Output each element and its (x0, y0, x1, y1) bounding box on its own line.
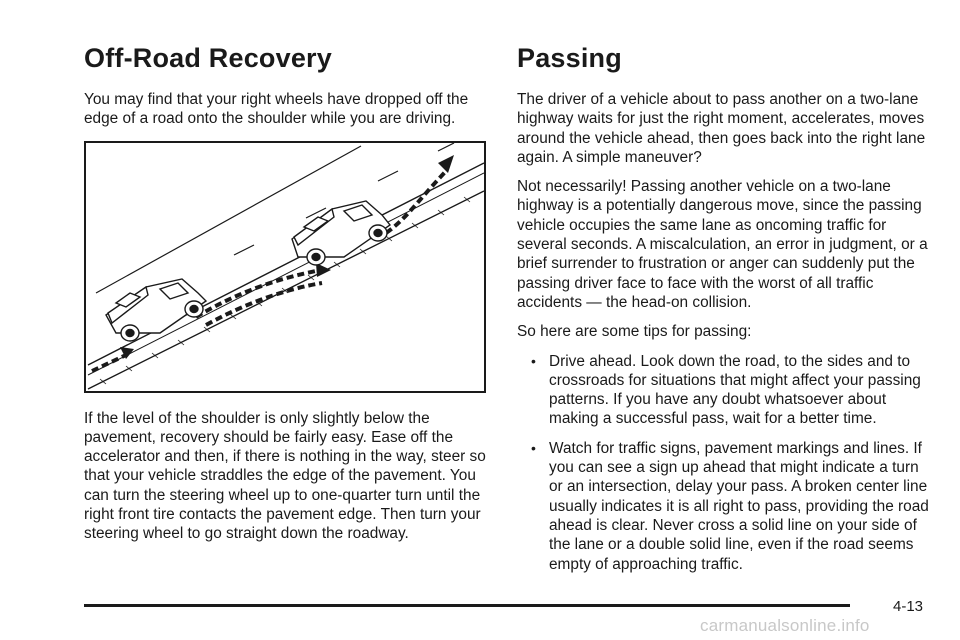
tip-text: Drive ahead. Look down the road, to the sides and to crossroads for situations that might affect your passing patterns. If you have any doubt whatsoever about making a successful pass, wait for a better time. (549, 352, 921, 428)
passing-tips-list (517, 352, 931, 574)
list-item (531, 439, 931, 574)
off-road-recovery-heading: Off-Road Recovery (84, 43, 332, 73)
road-center-dashes (161, 143, 454, 291)
off-road-body: If the level of the shoulder is only slightly below the pavement, recovery should be fairly easy. Ease off the accelerator and then, if there is nothing in the way, steer so that your vehicle straddles the edge of the pavement. You can turn the steering wheel up to one-quarter turn until the right front tire contacts the pavement edge. Then turn your steering wheel to go straight down the roadway. (84, 409, 486, 543)
watermark: carmanualsonline.info (700, 616, 870, 635)
bullet-icon: • (531, 352, 536, 369)
passing-paragraph-1: The driver of a vehicle about to pass another on a two-lane highway waits for just the right moment, accelerates, moves around the vehicle ahead, then goes back into the right lane again. A simple maneuver? (517, 91, 926, 166)
tip-text: Watch for traffic signs, pavement markings and lines. If you can see a sign up ahead that might indicate a turn or an intersection, delay your pass. A broken center line usually indicates it is all right to pass, providing the road ahead is clear. Never cross a solid line on your side of the lane or a double solid line, even if the road seems empty of approaching traffic. (549, 439, 929, 573)
arrow-head-3 (438, 155, 454, 173)
shoulder-line (88, 173, 484, 375)
bullet-icon: • (531, 439, 536, 456)
passing-heading: Passing (517, 43, 622, 73)
page-number: 4-13 (893, 598, 924, 615)
truck-rear-icon (106, 279, 206, 341)
footer-rule (84, 604, 850, 607)
truck-middle-icon (292, 201, 390, 265)
recovery-path-arrows (92, 171, 446, 371)
passing-paragraph-3: So here are some tips for passing: (517, 323, 752, 341)
list-item (531, 352, 931, 429)
passing-paragraph-2: Not necessarily! Passing another vehicle on a two-lane highway is a potentially dangerous move, since the passing vehicle occupies the same lane as oncoming traffic for several seconds. A miscalculation, an error in judgment, or a brief surrender to frustration or anger can suddenly put the passing driver face to face with the worst of all traffic accidents — the head-on collision. (517, 178, 928, 311)
off-road-intro: You may find that your right wheels have dropped off the edge of a road onto the shoulder while you are driving. (84, 91, 469, 128)
off-road-recovery-illustration (84, 141, 486, 393)
left-column (84, 40, 492, 554)
right-column (517, 40, 931, 584)
